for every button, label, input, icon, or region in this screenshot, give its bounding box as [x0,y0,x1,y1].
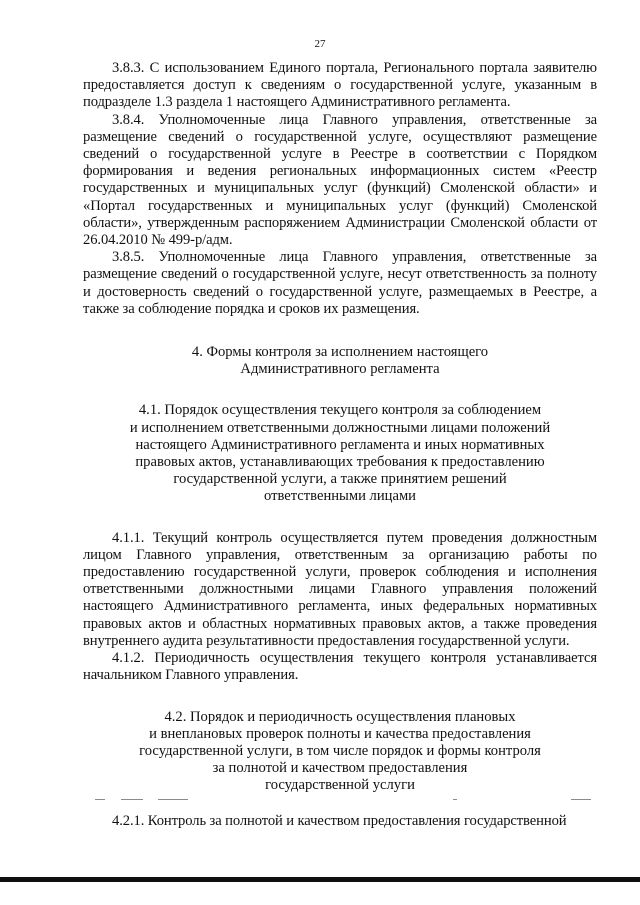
paragraph-4-1-1: 4.1.1. Текущий контроль осуществляется путем проведения должностным лицом Главного управления, ответственным за организацию работы по предоставлению государственной услуги, проверок соблюдения и исполнения ответственными должностными лицами Главного управления положений настоящего Административного регламента, иных федеральных нормативных правовых актов и областных нормативных правовых актов, а также проведения внутреннего аудита результативности предоставления государственной услуги. [83,529,597,649]
heading-line: Административного регламента [240,361,440,378]
heading-line: и исполнением ответственными должностными лицами положений [129,419,551,436]
scan-artifact-specks [83,795,597,805]
scan-speck [453,799,457,800]
scan-speck [158,799,188,800]
heading-line: и внеплановых проверок полноты и качества предоставления [149,725,531,742]
paragraph-3-8-5: 3.8.5. Уполномоченные лица Главного управления, ответственные за размещение сведений о государственной услуге, несут ответственность за полноту и достоверность сведений о государственной услуге, размещаемых в Реестре, а также за соблюдение порядка и сроков их размещения. [83,249,597,317]
scan-speck [571,799,591,800]
scan-speck [95,799,105,800]
paragraph-4-1-2: 4.1.2. Периодичность осуществления текущего контроля устанавливается начальником Главного управления. [83,650,597,684]
section-4-2-heading [83,709,597,795]
heading-line: настоящего Административного регламента и иных нормативных [135,436,545,453]
section-4-1-heading [83,402,597,505]
paragraph-3-8-4: 3.8.4. Уполномоченные лица Главного управления, ответственные за размещение сведений о государственной услуге, осуществляют размещение сведений о государственной услуге в Реестре в соответствии с Порядком формирования и ведения региональных информационных систем «Реестр государственных и муниципальных услуг (функций) Смоленской области» и «Портал государственных и муниципальных услуг (функций) Смоленской области», утвержденным распоряжением Администрации Смоленской области от 26.04.2010 № 499-р/адм. [83,111,597,249]
heading-line: правовых актов, устанавливающих требования к предоставлению [135,454,545,471]
scan-bottom-border [0,877,640,882]
heading-line: ответственными лицами [263,488,416,505]
heading-line: государственной услуги, в том числе порядок и формы контроля [139,742,541,759]
paragraph-4-2-1: 4.2.1. Контроль за полнотой и качеством предоставления государственной [112,812,567,829]
heading-line: 4.2. Порядок и периодичность осуществления плановых [164,708,516,725]
page-number: 27 [314,38,326,50]
scan-speck [121,799,143,800]
heading-line: 4.1. Порядок осуществления текущего контроля за соблюдением [138,402,542,419]
heading-line: государственной услуги [265,777,415,794]
document-body [83,60,597,830]
heading-line: за полнотой и качеством предоставления [212,760,468,777]
paragraph-3-8-3: 3.8.3. С использованием Единого портала, Регионального портала заявителю предоставляется доступ к сведениям о государственной услуге, указанным в подразделе 1.3 раздела 1 настоящего Административного регламента. [83,60,597,111]
section-4-heading [83,344,597,378]
heading-line: 4. Формы контроля за исполнением настоящего [191,344,489,361]
heading-line: государственной услуги, а также принятием решений [173,471,507,488]
